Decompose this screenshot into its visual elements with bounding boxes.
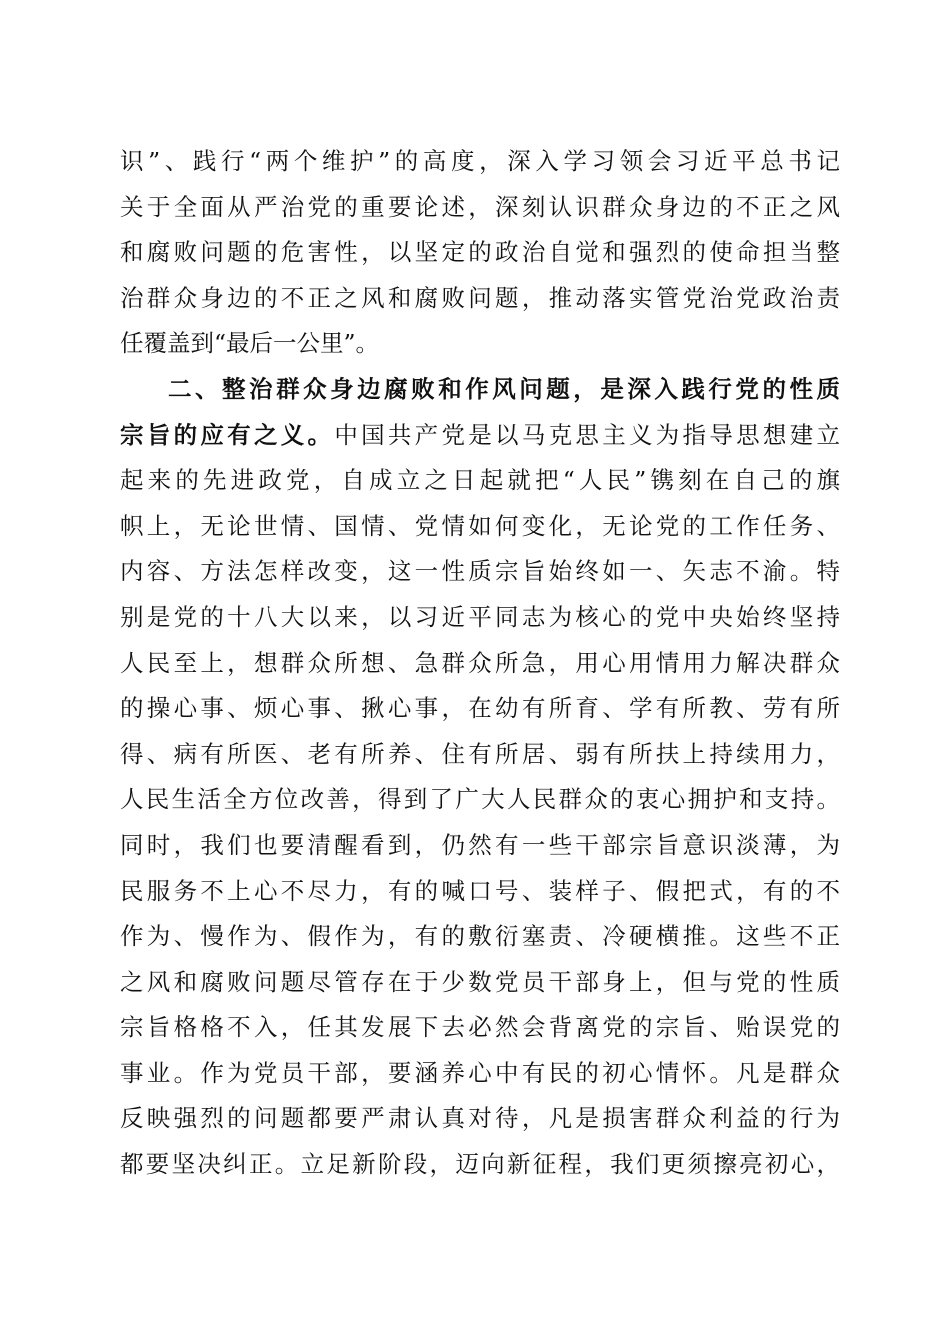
document-body [120,139,840,1188]
text-line: 内容、方法怎样改变，这一性质宗旨始终如一、矢志不渝。特 [120,557,840,586]
text-line: 人民至上，想群众所想、急群众所急，用心用情用力解决群众 [120,648,840,677]
text-line: 任覆盖到“最后一公里”。 [120,329,380,358]
text-line: 治群众身边的不正之风和腐败问题，推动落实管党治党政治责 [120,283,840,312]
paragraph-2 [120,367,840,1188]
text-line: 的操心事、烦心事、揪心事，在幼有所育、学有所教、劳有所 [120,694,840,723]
text-line: 关于全面从严治党的重要论述，深刻认识群众身边的不正之风 [120,192,840,221]
text-span: 中国共产党是以马克思主义为指导思想建立 [334,420,841,449]
text-line: 和腐败问题的危害性，以坚定的政治自觉和强烈的使命担当整 [120,238,840,267]
text-line: 事业。作为党员干部，要涵养心中有民的初心情怀。凡是群众 [120,1058,840,1087]
text-line: 作为、慢作为、假作为，有的敷衍塞责、冷硬横推。这些不正 [120,922,840,951]
text-line: 同时，我们也要清醒看到，仍然有一些干部宗旨意识淡薄，为 [120,830,840,859]
text-line: 别是党的十八大以来，以习近平同志为核心的党中央始终坚持 [120,602,840,631]
text-line: 帜上，无论世情、国情、党情如何变化，无论党的工作任务、 [120,511,840,540]
text-line: 得、病有所医、老有所养、住有所居、弱有所扶上持续用力， [120,739,840,768]
text-line [120,413,840,459]
section-heading: 二、整治群众身边腐败和作风问题，是深入践行党的性质 [168,374,840,403]
text-line: 反映强烈的问题都要严肃认真对待，凡是损害群众利益的行为 [120,1104,840,1133]
text-line: 起来的先进政党，自成立之日起就把“人民”镌刻在自己的旗 [120,466,840,495]
paragraph-1 [120,139,840,367]
text-line: 民服务不上心不尽力，有的喊口号、装样子、假把式，有的不 [120,876,840,905]
text-line: 之风和腐败问题尽管存在于少数党员干部身上，但与党的性质 [120,967,840,996]
text-line: 都要坚决纠正。立足新阶段，迈向新征程，我们更须擦亮初心， [120,1150,840,1179]
text-line: 识”、践行“两个维护”的高度，深入学习领会习近平总书记 [120,147,840,175]
text-line: 宗旨格格不入，任其发展下去必然会背离党的宗旨、贻误党的 [120,1013,840,1042]
text-line: 人民生活全方位改善，得到了广大人民群众的衷心拥护和支持。 [120,785,840,814]
section-heading-continued: 宗旨的应有之义。 [120,420,335,449]
